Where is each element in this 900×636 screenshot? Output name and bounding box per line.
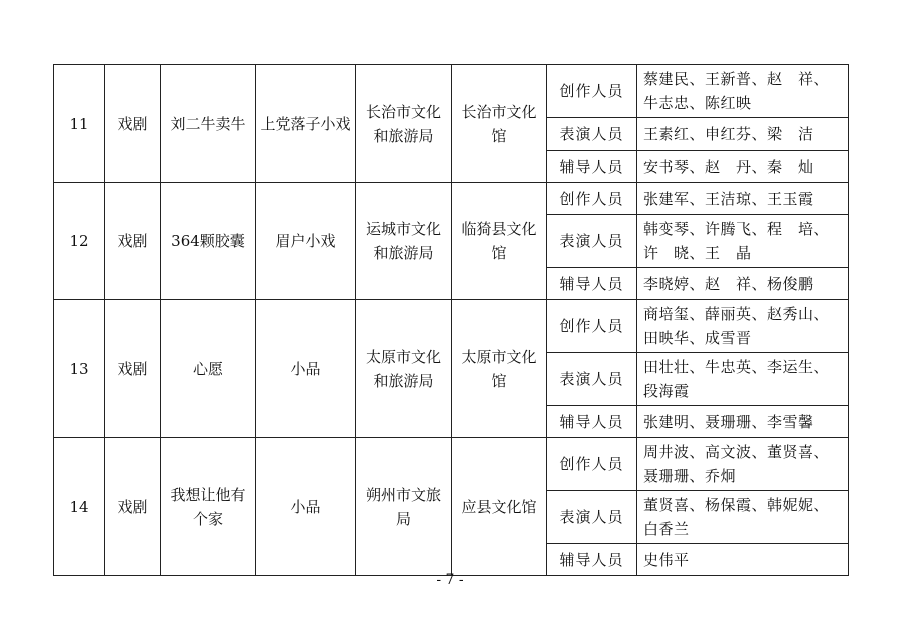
- member-names: 韩变琴、许腾飞、程 培、许 晓、王 晶: [637, 215, 849, 268]
- entry-title: 364颗胶囊: [161, 183, 256, 300]
- entry-number: 12: [54, 183, 105, 300]
- role-label: 辅导人员: [547, 544, 637, 576]
- member-names: 董贤喜、杨保霞、韩妮妮、白香兰: [637, 491, 849, 544]
- page-number: - 7 -: [436, 572, 464, 588]
- entry-unit: 太原市文化馆: [452, 300, 547, 438]
- role-label: 创作人员: [547, 300, 637, 353]
- entry-category: 戏剧: [105, 300, 161, 438]
- member-names: 张建明、聂珊珊、李雪馨: [637, 406, 849, 438]
- entry-recommender: 运城市文化和旅游局: [356, 183, 452, 300]
- role-label: 辅导人员: [547, 268, 637, 300]
- role-label: 表演人员: [547, 118, 637, 151]
- member-names: 商培玺、薛丽英、赵秀山、田映华、成雪晋: [637, 300, 849, 353]
- entry-genre: 眉户小戏: [256, 183, 356, 300]
- entry-category: 戏剧: [105, 65, 161, 183]
- role-label: 表演人员: [547, 215, 637, 268]
- member-names: 蔡建民、王新普、赵 祥、牛志忠、陈红映: [637, 65, 849, 118]
- entry-genre: 上党落子小戏: [256, 65, 356, 183]
- member-names: 李晓婷、赵 祥、杨俊鹏: [637, 268, 849, 300]
- entry-category: 戏剧: [105, 183, 161, 300]
- table-row: [54, 300, 849, 353]
- role-label: 辅导人员: [547, 406, 637, 438]
- entry-unit: 长治市文化馆: [452, 65, 547, 183]
- table-row: [54, 65, 849, 118]
- entry-category: 戏剧: [105, 438, 161, 576]
- member-names: 周井波、高文波、董贤喜、聂珊珊、乔炯: [637, 438, 849, 491]
- member-names: 张建军、王洁琼、王玉霞: [637, 183, 849, 215]
- entry-recommender: 朔州市文旅局: [356, 438, 452, 576]
- member-names: 史伟平: [637, 544, 849, 576]
- awards-table: [53, 64, 849, 576]
- entry-unit: 临猗县文化馆: [452, 183, 547, 300]
- entry-title: 我想让他有个家: [161, 438, 256, 576]
- role-label: 表演人员: [547, 353, 637, 406]
- entry-recommender: 太原市文化和旅游局: [356, 300, 452, 438]
- role-label: 创作人员: [547, 183, 637, 215]
- role-label: 表演人员: [547, 491, 637, 544]
- entry-number: 11: [54, 65, 105, 183]
- entry-genre: 小品: [256, 438, 356, 576]
- member-names: 安书琴、赵 丹、秦 灿: [637, 151, 849, 183]
- role-label: 创作人员: [547, 438, 637, 491]
- member-names: 田壮壮、牛忠英、李运生、段海霞: [637, 353, 849, 406]
- entry-number: 13: [54, 300, 105, 438]
- entry-genre: 小品: [256, 300, 356, 438]
- table-row: [54, 183, 849, 215]
- entry-recommender: 长治市文化和旅游局: [356, 65, 452, 183]
- role-label: 辅导人员: [547, 151, 637, 183]
- entry-title: 刘二牛卖牛: [161, 65, 256, 183]
- table-row: [54, 438, 849, 491]
- entry-title: 心愿: [161, 300, 256, 438]
- entry-unit: 应县文化馆: [452, 438, 547, 576]
- role-label: 创作人员: [547, 65, 637, 118]
- member-names: 王素红、申红芬、梁 洁: [637, 118, 849, 151]
- entry-number: 14: [54, 438, 105, 576]
